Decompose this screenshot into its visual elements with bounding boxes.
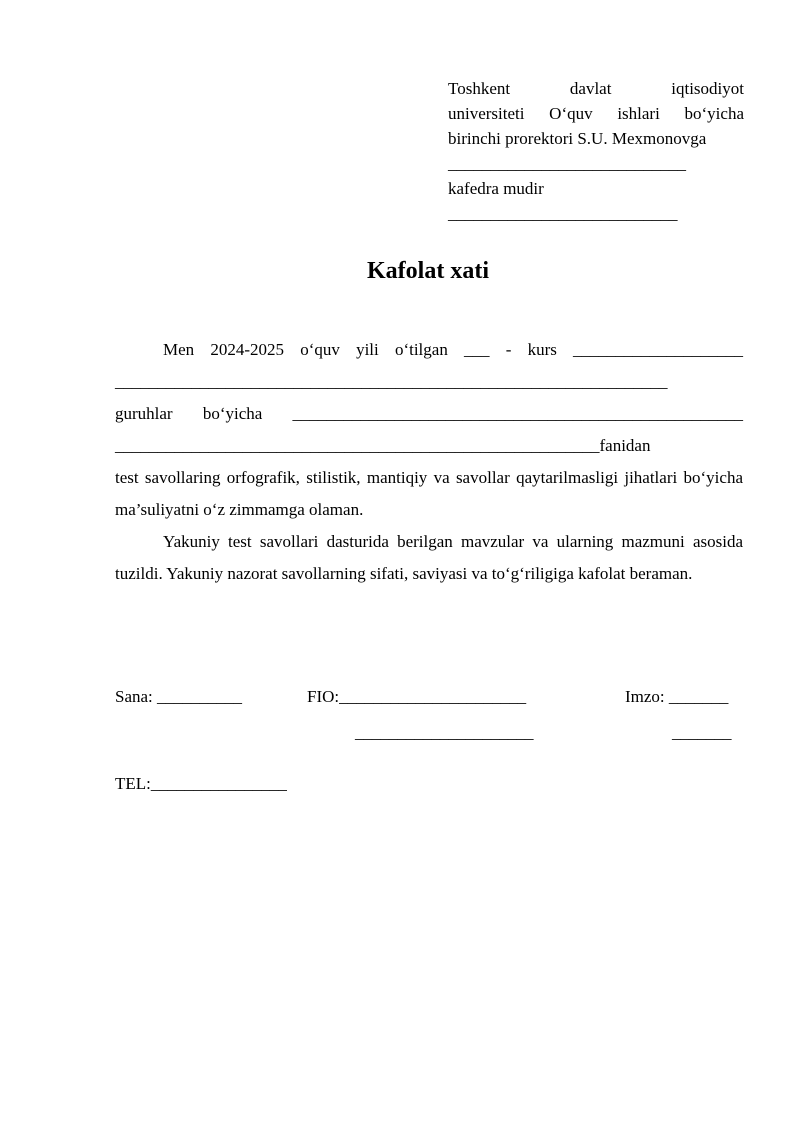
body-paragraph-1: test savollaring orfografik, stilistik, mantiqiy va savollar qaytarilmasligi jihatlari bo‘yicha ma’suliyatni o‘z zimmamga olaman. xyxy=(115,468,743,519)
body-line-2: _________________________________________________________________ xyxy=(115,372,668,391)
fio-underline: _____________________ xyxy=(355,723,534,742)
document-body xyxy=(115,334,743,590)
body-paragraph-2: Yakuniy test savollari dasturida berilgan mavzular va ularning mazmuni asosida tuzildi. Yakuniy nazorat savollarning sifati, saviyasi va to‘g‘riligiga kafolat beraman. xyxy=(115,532,743,583)
tel-field: TEL:________________ xyxy=(115,774,287,793)
addressee-blank-2: ___________________________ xyxy=(448,204,678,223)
body-line-1: Men 2024-2025 o‘quv yili o‘tilgan ___ - kurs ____________________ xyxy=(163,340,744,359)
addressee-blank-1: ____________________________ xyxy=(448,154,686,173)
document-title: Kafolat xati xyxy=(367,258,489,284)
fio-field: FIO:______________________ xyxy=(307,687,527,706)
addressee-block xyxy=(448,76,744,226)
addressee-line-2: universiteti O‘quv ishlari bo‘yicha xyxy=(448,104,744,123)
addressee-line-1: Toshkent davlat iqtisodiyot xyxy=(448,79,744,98)
imzo-field: Imzo: _______ xyxy=(625,687,729,706)
addressee-line-3: birinchi prorektori S.U. Mexmonovga xyxy=(448,129,707,148)
body-line-4: _________________________________________________________fanidan xyxy=(115,436,651,455)
addressee-line-4: kafedra mudir xyxy=(448,179,544,198)
imzo-underline: _______ xyxy=(672,723,732,742)
sana-field: Sana: __________ xyxy=(115,687,243,706)
body-line-3: guruhlar bo‘yicha _____________________________________________________ xyxy=(115,404,744,423)
